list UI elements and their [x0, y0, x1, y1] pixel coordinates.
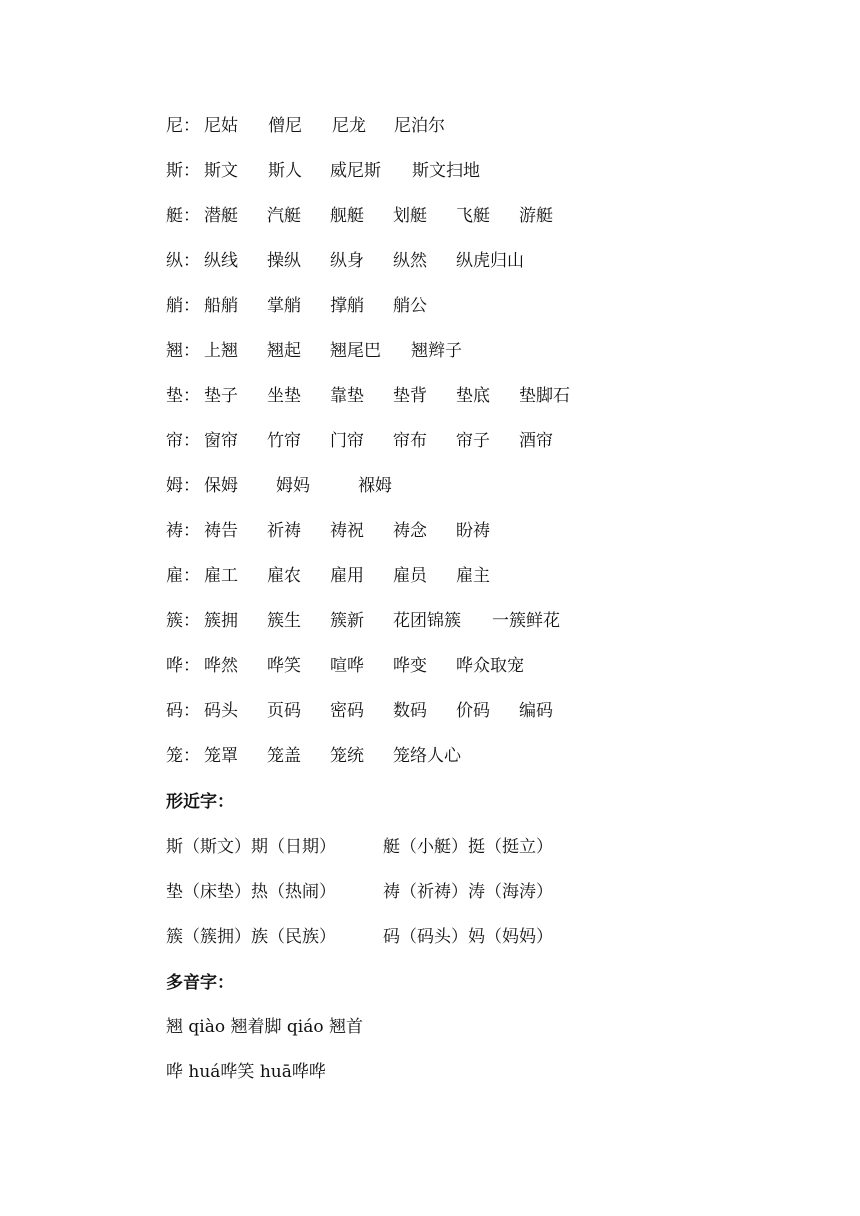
word: 一簇鲜花: [492, 611, 560, 631]
word: 保姆: [204, 476, 238, 496]
word: 喧哗: [330, 656, 364, 676]
word: 纵线: [204, 251, 238, 271]
word: 雇用: [330, 566, 364, 586]
word-group-line: [166, 385, 570, 407]
similar-pair-left: 簇（簇拥）族（民族）: [166, 927, 336, 947]
word: 簇新: [330, 611, 364, 631]
head-char: 尼：: [166, 116, 200, 136]
word: 撑艄: [330, 296, 364, 316]
word: 褓姆: [358, 476, 392, 496]
word-group-line: [166, 295, 427, 317]
head-char: 垫：: [166, 386, 200, 406]
similar-pair-right: 码（码头）妈（妈妈）: [383, 927, 553, 947]
word-group-line: [166, 655, 524, 677]
word-group-line: [166, 745, 461, 767]
similar-chars-row: [166, 881, 553, 903]
word: 簇生: [267, 611, 301, 631]
word: 雇主: [456, 566, 490, 586]
word: 潜艇: [204, 206, 238, 226]
word: 垫底: [456, 386, 490, 406]
word: 尼姑: [204, 116, 238, 136]
word: 艄公: [393, 296, 427, 316]
similar-pair-left: 斯（斯文）期（日期）: [166, 837, 336, 857]
word: 酒帘: [519, 431, 553, 451]
word: 斯人: [268, 161, 302, 181]
word: 雇员: [393, 566, 427, 586]
word: 帘子: [456, 431, 490, 451]
similar-chars-row: [166, 926, 553, 948]
word: 尼泊尔: [394, 116, 445, 136]
word-group-line: [166, 340, 462, 362]
word: 僧尼: [268, 116, 302, 136]
word: 哗然: [204, 656, 238, 676]
head-char: 纵：: [166, 251, 200, 271]
word: 祈祷: [267, 521, 301, 541]
word: 斯文: [204, 161, 238, 181]
word: 翘辫子: [411, 341, 462, 361]
word-group-line: [166, 115, 445, 137]
polyphones-title: 多音字：: [166, 973, 234, 993]
word-group-line: [166, 205, 553, 227]
word: 船艄: [204, 296, 238, 316]
head-char: 笼：: [166, 746, 200, 766]
word: 笼罩: [204, 746, 238, 766]
word: 垫背: [393, 386, 427, 406]
word-group-line: [166, 160, 480, 182]
head-char: 艇：: [166, 206, 200, 226]
word: 操纵: [267, 251, 301, 271]
word: 密码: [330, 701, 364, 721]
similar-pair-right: 祷（祈祷）涛（海涛）: [383, 882, 553, 902]
word: 门帘: [330, 431, 364, 451]
word: 斯文扫地: [412, 161, 480, 181]
word-group-line: [166, 520, 490, 542]
head-char: 翘：: [166, 341, 200, 361]
word: 纵身: [330, 251, 364, 271]
word: 帘布: [393, 431, 427, 451]
head-char: 祷：: [166, 521, 200, 541]
polyphone-line: 哗 huá哗笑 huā哗哗: [166, 1062, 326, 1082]
word-group-line: [166, 475, 392, 497]
similar-pair-right: 艇（小艇）挺（挺立）: [383, 837, 553, 857]
word: 笼盖: [267, 746, 301, 766]
head-char: 码：: [166, 701, 200, 721]
word: 祷念: [393, 521, 427, 541]
word: 编码: [519, 701, 553, 721]
similar-chars-row: [166, 836, 553, 858]
similar-chars-title: 形近字：: [166, 792, 234, 812]
word-group-line: [166, 250, 524, 272]
head-char: 簇：: [166, 611, 200, 631]
word: 祷告: [204, 521, 238, 541]
word: 祷祝: [330, 521, 364, 541]
head-char: 姆：: [166, 476, 200, 496]
word: 雇农: [267, 566, 301, 586]
word-group-line: [166, 700, 553, 722]
word: 页码: [267, 701, 301, 721]
word: 窗帘: [204, 431, 238, 451]
word-group-line: [166, 565, 490, 587]
word: 飞艇: [456, 206, 490, 226]
head-char: 艄：: [166, 296, 200, 316]
word: 哗变: [393, 656, 427, 676]
word: 纵然: [393, 251, 427, 271]
word: 翘尾巴: [330, 341, 381, 361]
word: 花团锦簇: [393, 611, 461, 631]
word: 雇工: [204, 566, 238, 586]
word: 垫子: [204, 386, 238, 406]
word: 姆妈: [276, 476, 310, 496]
word: 划艇: [393, 206, 427, 226]
word: 笼络人心: [393, 746, 461, 766]
similar-pair-left: 垫（床垫）热（热闹）: [166, 882, 336, 902]
word: 数码: [393, 701, 427, 721]
head-char: 雇：: [166, 566, 200, 586]
word: 舰艇: [330, 206, 364, 226]
word: 价码: [456, 701, 490, 721]
head-char: 斯：: [166, 161, 200, 181]
word-group-line: [166, 610, 560, 632]
word: 哗笑: [267, 656, 301, 676]
word: 尼龙: [332, 116, 366, 136]
word: 纵虎归山: [456, 251, 524, 271]
word: 盼祷: [456, 521, 490, 541]
word: 簇拥: [204, 611, 238, 631]
head-char: 哗：: [166, 656, 200, 676]
word-group-line: [166, 430, 553, 452]
word: 掌艄: [267, 296, 301, 316]
word: 游艇: [519, 206, 553, 226]
word: 翘起: [267, 341, 301, 361]
word: 哗众取宠: [456, 656, 524, 676]
word: 汽艇: [267, 206, 301, 226]
head-char: 帘：: [166, 431, 200, 451]
word: 竹帘: [267, 431, 301, 451]
word: 坐垫: [267, 386, 301, 406]
word: 威尼斯: [330, 161, 381, 181]
word: 码头: [204, 701, 238, 721]
word: 垫脚石: [519, 386, 570, 406]
word: 上翘: [204, 341, 238, 361]
word: 靠垫: [330, 386, 364, 406]
polyphone-line: 翘 qiào 翘着脚 qiáo 翘首: [166, 1017, 363, 1037]
word: 笼统: [330, 746, 364, 766]
